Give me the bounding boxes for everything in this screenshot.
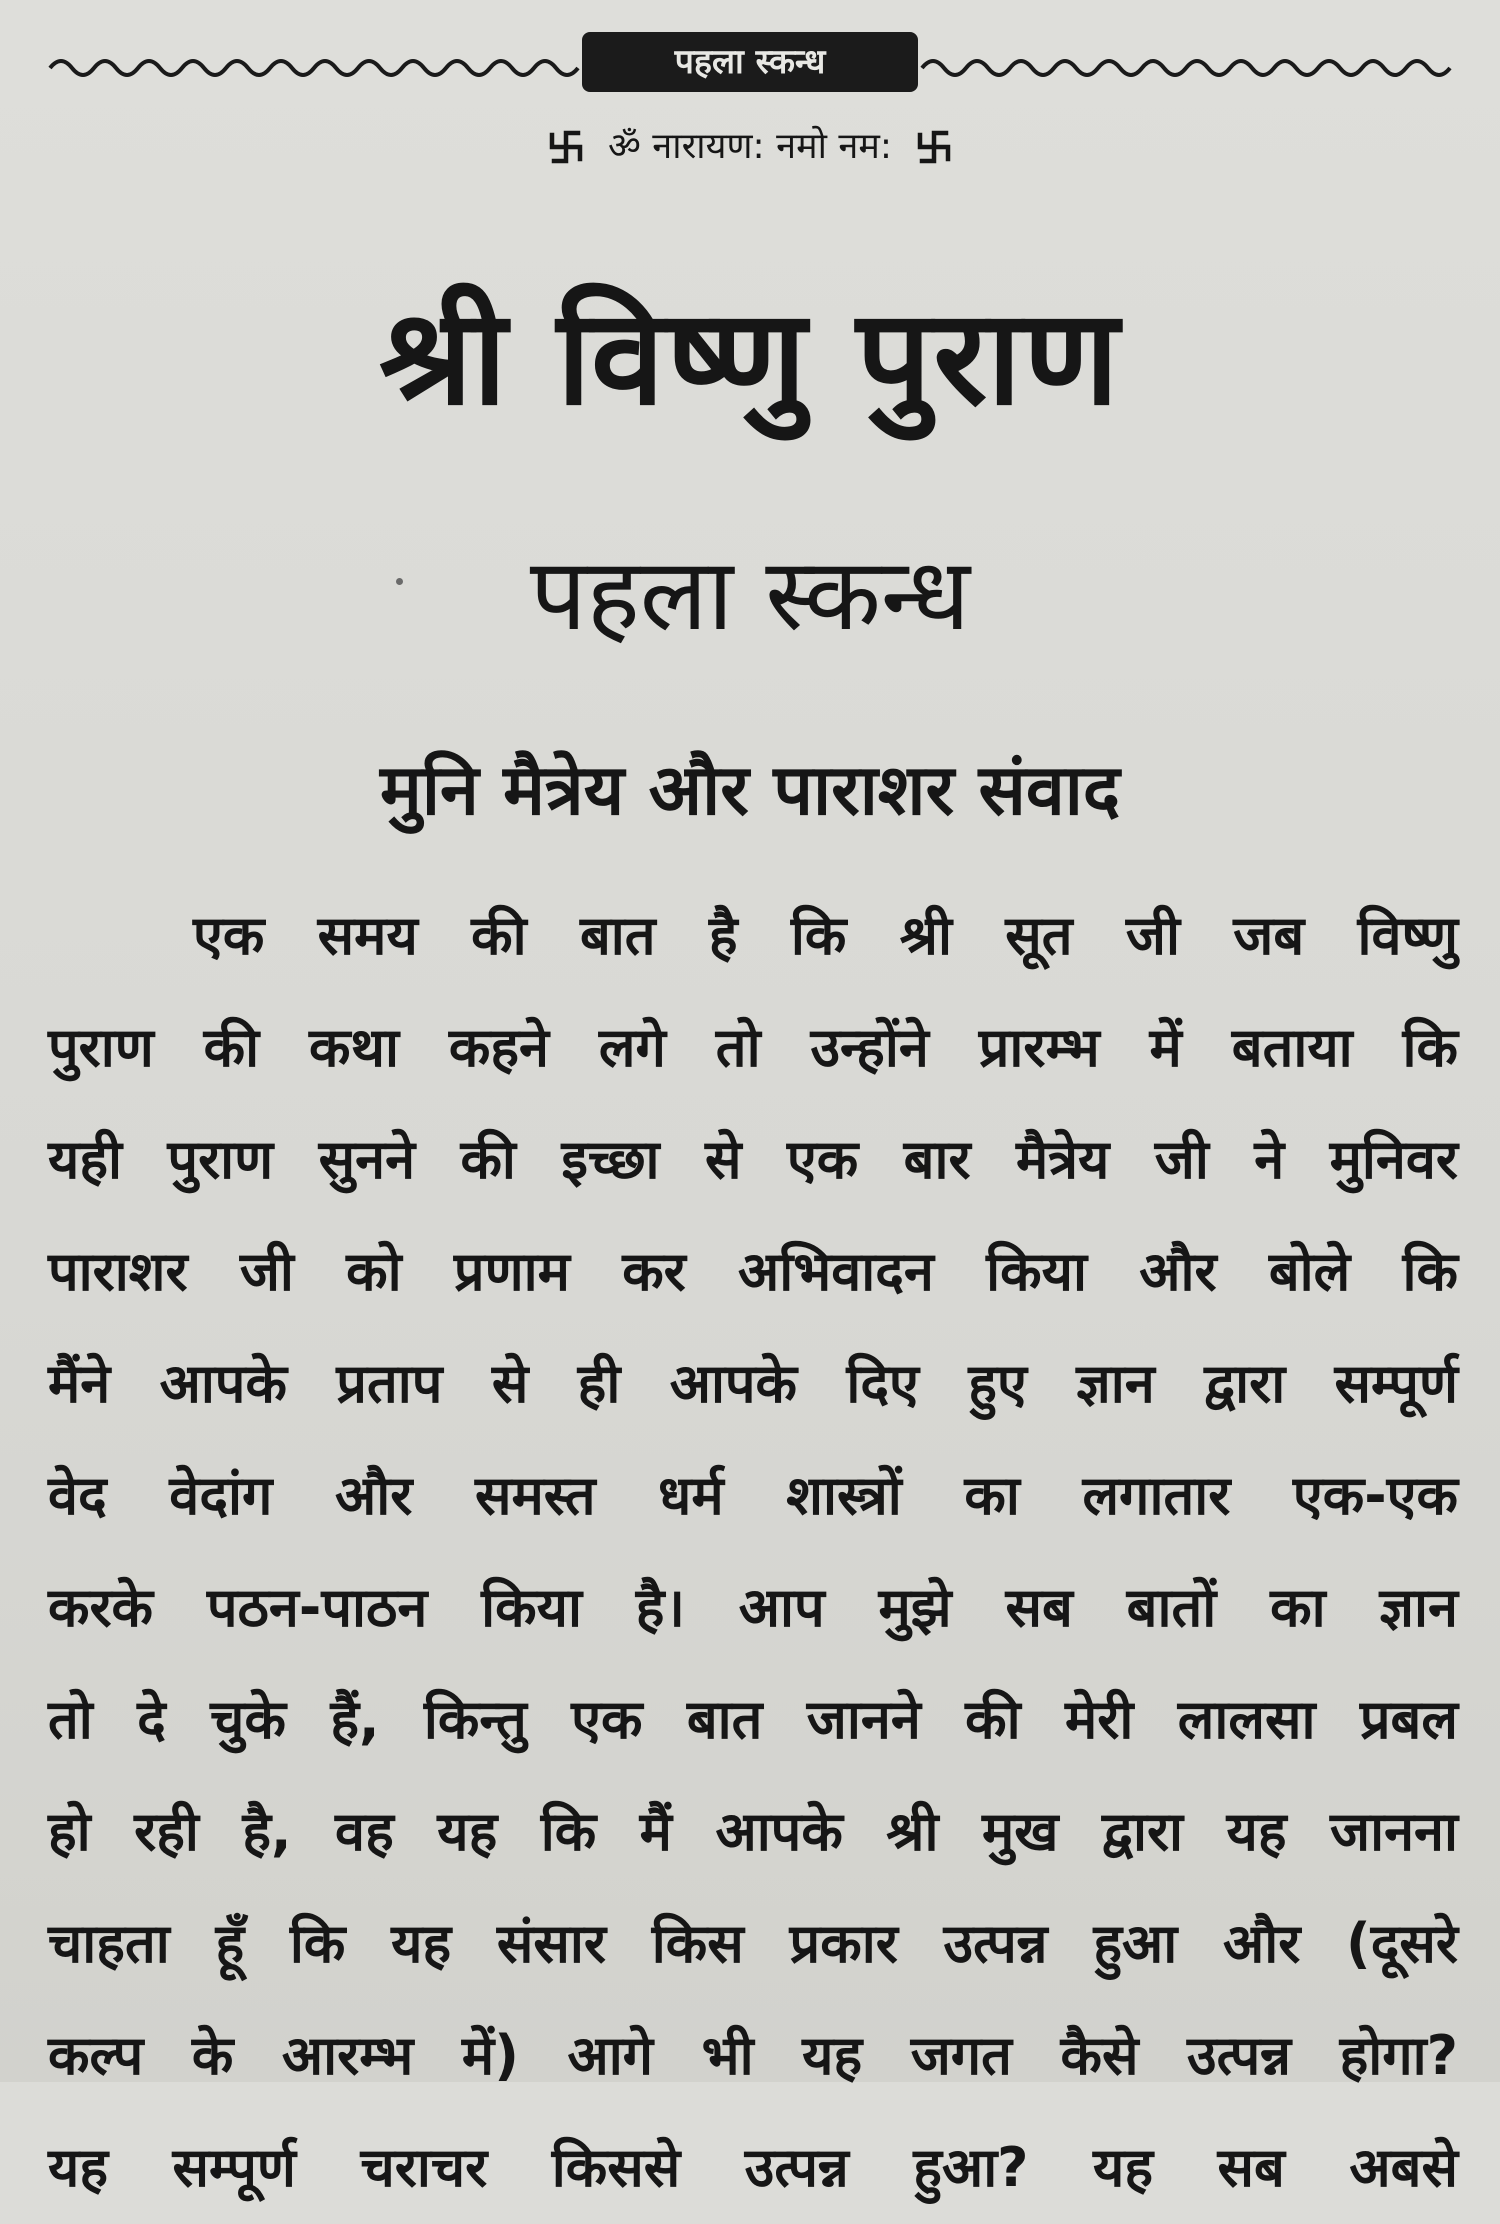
mantra-line [0, 118, 1500, 175]
chapter-title: मुनि मैत्रेय और पाराशर संवाद [379, 749, 1121, 831]
wave-ornament-left [50, 50, 578, 80]
running-head [50, 28, 1450, 100]
running-head-label: पहला स्कन्ध [582, 32, 918, 92]
body-line: यही पुराण सुनने की इच्छा से एक बार मैत्रेय जी ने मुनिवर [48, 1128, 1458, 1191]
body-line: एक समय की बात है कि श्री सूत जी जब विष्णु [193, 904, 1458, 967]
body-paragraph [48, 880, 1458, 2224]
swastika-icon [917, 130, 951, 164]
body-line: यह सम्पूर्ण चराचर किससे उत्पन्न हुआ? यह सब अबसे [48, 2136, 1458, 2199]
swastika-icon [549, 130, 583, 164]
body-line: चाहता हूँ कि यह संसार किस प्रकार उत्पन्न हुआ और (दूसरे [48, 1912, 1458, 1975]
wave-ornament-right [922, 50, 1450, 80]
body-line: वेद वेदांग और समस्त धर्म शास्त्रों का लगातार एक-एक [48, 1464, 1458, 1527]
section-title: पहला स्कन्ध [529, 536, 971, 653]
body-line: मैंने आपके प्रताप से ही आपके दिए हुए ज्ञान द्वारा सम्पूर्ण [48, 1352, 1458, 1415]
mantra-text: ॐ नारायण: नमो नम: [607, 126, 893, 167]
body-line: पुराण की कथा कहने लगे तो उन्होंने प्रारम्भ में बताया कि [48, 1016, 1458, 1079]
book-title: श्री विष्णु पुराण [379, 281, 1121, 435]
body-line: करके पठन-पाठन किया है। आप मुझे सब बातों का ज्ञान [48, 1576, 1458, 1639]
body-line: कल्प के आरम्भ में) आगे भी यह जगत कैसे उत्पन्न होगा? [48, 2024, 1458, 2087]
body-line: हो रही है, वह यह कि मैं आपके श्री मुख द्वारा यह जानना [48, 1800, 1458, 1863]
body-line: तो दे चुके हैं, किन्तु एक बात जानने की मेरी लालसा प्रबल [48, 1688, 1458, 1751]
body-line: पाराशर जी को प्रणाम कर अभिवादन किया और बोले कि [48, 1240, 1458, 1303]
